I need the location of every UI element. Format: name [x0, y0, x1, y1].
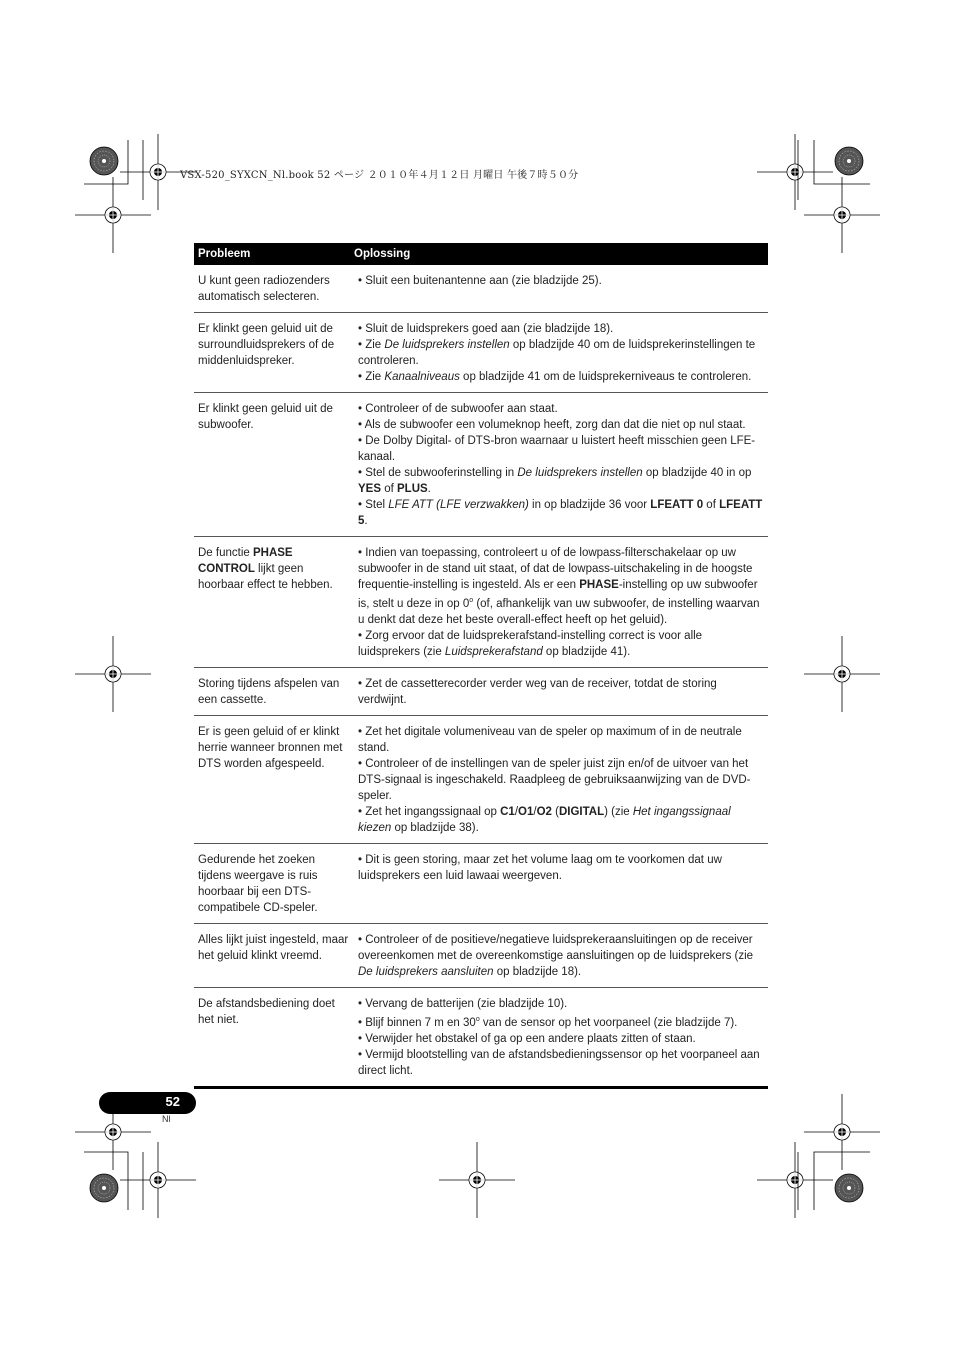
table-row	[194, 393, 768, 537]
column-header-problem: Probleem	[198, 248, 251, 260]
solution-item: • Controleer of de instellingen van de speler juist zijn en/of de uitvoer van het DTS-signaal is ingeschakeld. Raadpleeg de gebruiksaanwijzing van de DVD-speler.	[358, 757, 751, 802]
table-row	[194, 537, 768, 668]
language-code: Nl	[162, 1114, 171, 1124]
solution-cell	[354, 393, 768, 536]
solution-cell	[354, 668, 768, 715]
solution-item: • Blijf binnen 7 m en 30$^o$ van de sensor op het voorpaneel (zie bladzijde 7).	[358, 1015, 738, 1029]
solution-item: • Zie Kanaalniveaus op bladzijde 41 om de luidsprekerniveaus te controleren.	[358, 371, 752, 383]
table-row	[194, 265, 768, 313]
solution-item: • Controleer of de positieve/negatieve luidsprekeraansluitingen op de receiver overeenkomen met de overeenkomstige aansluitingen op de luidsprekers (zie De luidsprekers aansluiten op bladzijde 18).	[358, 933, 754, 978]
table-header	[194, 243, 768, 265]
solution-item: • Stel de subwooferinstelling in De luidsprekers instellen op bladzijde 40 in op YES of PLUS.	[358, 467, 752, 495]
solution-item: • Indien van toepassing, controleert u of de lowpass-filterschakelaar op uw subwoofer in de stand uit staat, of dat de lowpass-uitschakeling in de hoogste frequentie-instelling is ingesteld. Als er een PHASE-instelling op uw subwoofer is, stelt u deze in op 0$^o$ (of, afhankelijk van uw subwoofer, de instelling waarvan u denkt dat deze het beste overall-effect heeft op het geluid).	[358, 547, 760, 626]
page-number: 52	[165, 1094, 180, 1109]
solution-item: • Dit is geen storing, maar zet het volume laag om te voorkomen dat uw luidsprekers een luid lawaai weergeven.	[358, 853, 722, 882]
solution-item: • Zie De luidsprekers instellen op bladzijde 40 om de luidsprekerinstellingen te controleren.	[358, 339, 756, 367]
problem-cell: Alles lijkt juist ingesteld, maar het geluid klinkt vreemd.	[198, 933, 349, 962]
problem-cell: Er klinkt geen geluid uit de subwoofer.	[198, 403, 333, 431]
troubleshooting-table	[194, 243, 768, 1089]
table-row	[194, 668, 768, 716]
solution-item: • Stel LFE ATT (LFE verzwakken) in op bladzijde 36 voor LFEATT 0 of LFEATT 5.	[358, 499, 763, 527]
solution-item: • Zet het ingangssignaal op C1/O1/O2 (DIGITAL) (zie Het ingangssignaal kiezen op bladzijde 38).	[358, 805, 731, 834]
table-row	[194, 844, 768, 924]
solution-cell	[354, 265, 768, 312]
problem-cell: Gedurende het zoeken tijdens weergave is ruis hoorbaar bij een DTS-compatibele CD-speler.	[198, 853, 318, 914]
solution-item: • Controleer of de subwoofer aan staat.	[358, 403, 558, 415]
problem-cell: U kunt geen radiozenders automatisch selecteren.	[198, 275, 330, 303]
solution-cell	[354, 988, 768, 1086]
solution-item: • Als de subwoofer een volumeknop heeft, zorg dan dat die niet op nul staat.	[358, 419, 746, 431]
problem-cell: Storing tijdens afspelen van een cassette.	[198, 677, 340, 706]
solution-item: • Zet het digitale volumeniveau van de speler op maximum of in de neutrale stand.	[358, 725, 742, 754]
column-header-solution: Oplossing	[354, 248, 411, 260]
page-number-badge	[99, 1092, 196, 1114]
solution-item: • Vervang de batterijen (zie bladzijde 10).	[358, 997, 568, 1010]
solution-item: • Zorg ervoor dat de luidsprekerafstand-instelling correct is voor alle luidsprekers (zie Luidsprekerafstand op bladzijde 41).	[358, 629, 703, 658]
solution-cell	[354, 716, 768, 843]
table-row	[194, 313, 768, 393]
solution-item: • Vermijd blootstelling van de afstandsbedieningssensor op het voorpaneel aan direct licht.	[358, 1048, 760, 1077]
solution-item: • Sluit een buitenantenne aan (zie bladzijde 25).	[358, 275, 602, 287]
problem-cell: Er klinkt geen geluid uit de surroundluidsprekers of de middenluidspreker.	[198, 323, 335, 367]
table-row	[194, 988, 768, 1089]
problem-cell: De functie PHASE CONTROL lijkt geen hoorbaar effect te hebben.	[198, 547, 333, 591]
solution-item: • Verwijder het obstakel of ga op een andere plaats zitten of staan.	[358, 1032, 696, 1045]
table-row	[194, 716, 768, 844]
print-header: VSX-520_SYXCN_Nl.book 52 ページ ２０１０年４月１２日 月曜日 午後７時５０分	[180, 170, 579, 181]
solution-cell	[354, 844, 768, 923]
solution-item: • De Dolby Digital- of DTS-bron waarnaar u luistert heeft misschien geen LFE-kanaal.	[358, 435, 756, 463]
solution-item: • Sluit de luidsprekers goed aan (zie bladzijde 18).	[358, 323, 614, 335]
solution-cell	[354, 313, 768, 392]
solution-item: • Zet de cassetterecorder verder weg van de receiver, totdat de storing verdwijnt.	[358, 677, 717, 706]
problem-cell: Er is geen geluid of er klinkt herrie wanneer bronnen met DTS worden afgespeeld.	[198, 725, 343, 770]
solution-cell	[354, 537, 768, 667]
table-row	[194, 924, 768, 988]
problem-cell: De afstandsbediening doet het niet.	[198, 997, 335, 1026]
solution-cell	[354, 924, 768, 987]
